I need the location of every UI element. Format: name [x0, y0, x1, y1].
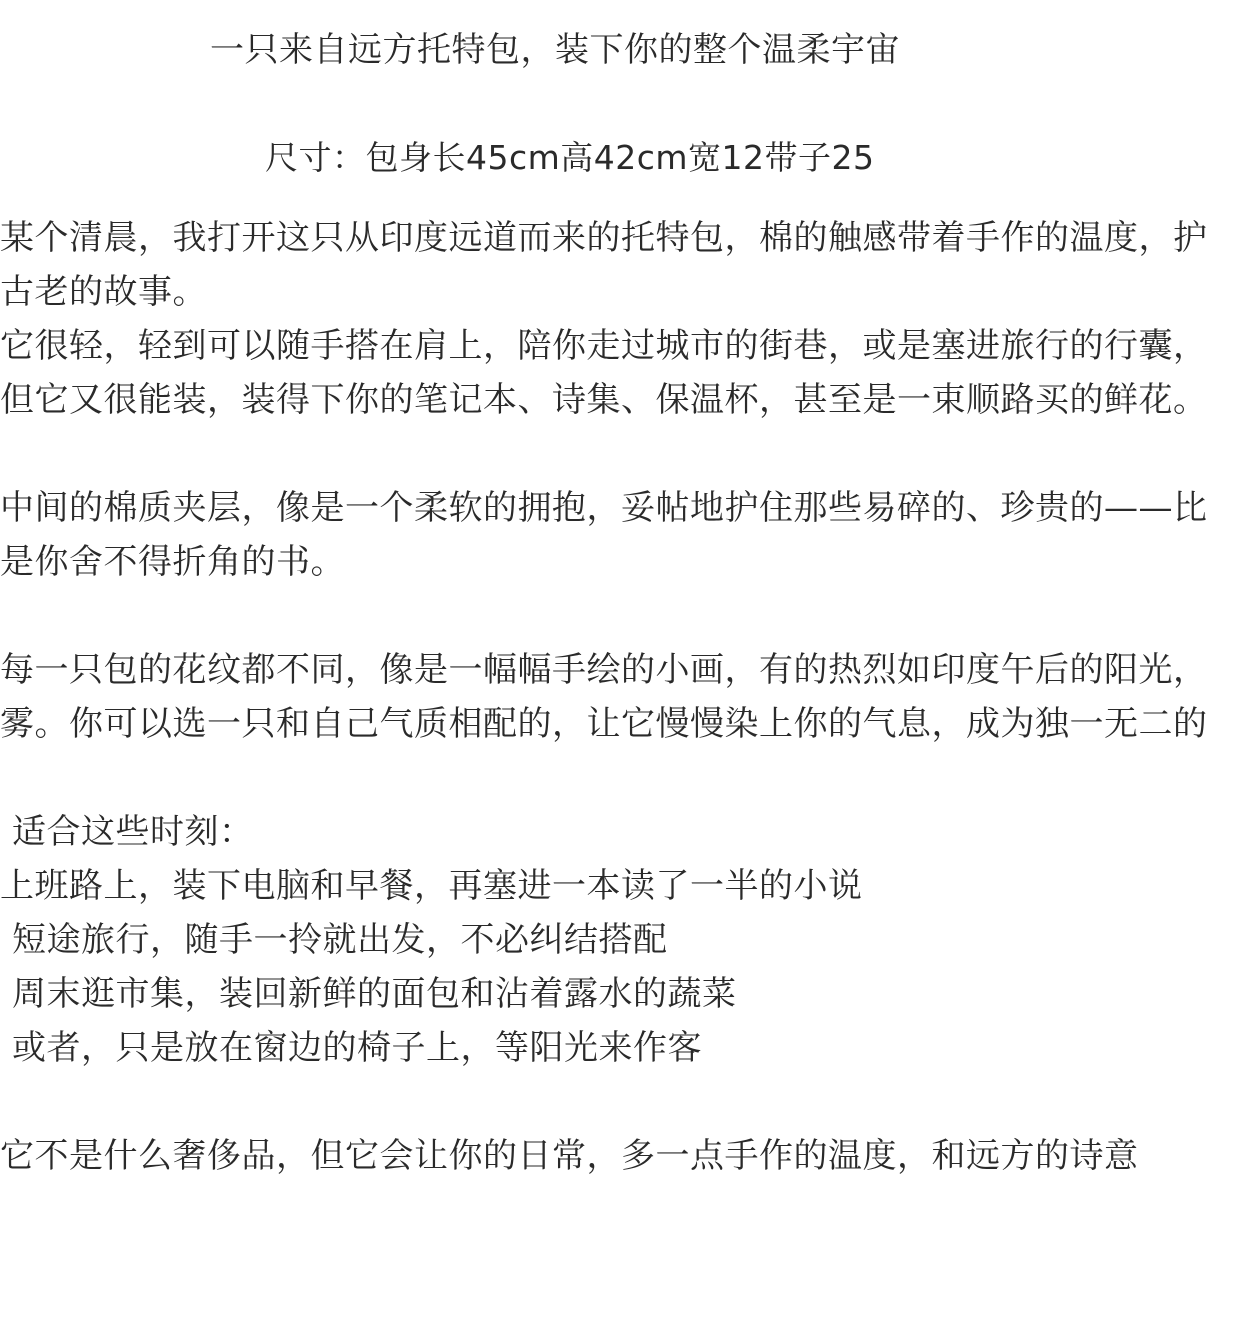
- paragraph-3-line-2: 是你舍不得折角的书。: [0, 542, 345, 582]
- paragraph-2-line-1: 它很轻，轻到可以随手搭在肩上，陪你走过城市的街巷，或是塞进旅行的行囊，: [0, 326, 1208, 366]
- paragraph-4-line-2: 雾。你可以选一只和自己气质相配的，让它慢慢染上你的气息，成为独一无二的: [0, 704, 1208, 744]
- paragraph-2-line-2: 但它又很能装，装得下你的笔记本、诗集、保温杯，甚至是一束顺路买的鲜花。: [0, 380, 1208, 420]
- size-specification: 尺寸：包身长45cm高42cm宽12带子25: [265, 138, 875, 177]
- closing-line: 它不是什么奢侈品，但它会让你的日常，多一点手作的温度，和远方的诗意: [0, 1136, 1139, 1176]
- moment-item: 或者，只是放在窗边的椅子上，等阳光来作客: [12, 1028, 702, 1068]
- moments-heading: 适合这些时刻：: [12, 812, 254, 852]
- moment-item: 上班路上，装下电脑和早餐，再塞进一本读了一半的小说: [0, 866, 863, 906]
- paragraph-1-line-2: 古老的故事。: [0, 272, 207, 312]
- moment-item: 短途旅行，随手一拎就出发，不必纠结搭配: [12, 920, 668, 960]
- paragraph-1-line-1: 某个清晨，我打开这只从印度远道而来的托特包，棉的触感带着手作的温度，护: [0, 218, 1208, 258]
- moment-item: 周末逛市集，装回新鲜的面包和沾着露水的蔬菜: [12, 974, 737, 1014]
- paragraph-4-line-1: 每一只包的花纹都不同，像是一幅幅手绘的小画，有的热烈如印度午后的阳光，: [0, 650, 1208, 690]
- page-title: 一只来自远方托特包，装下你的整个温柔宇宙: [210, 30, 900, 70]
- paragraph-3-line-1: 中间的棉质夹层，像是一个柔软的拥抱，妥帖地护住那些易碎的、珍贵的——比: [0, 488, 1208, 528]
